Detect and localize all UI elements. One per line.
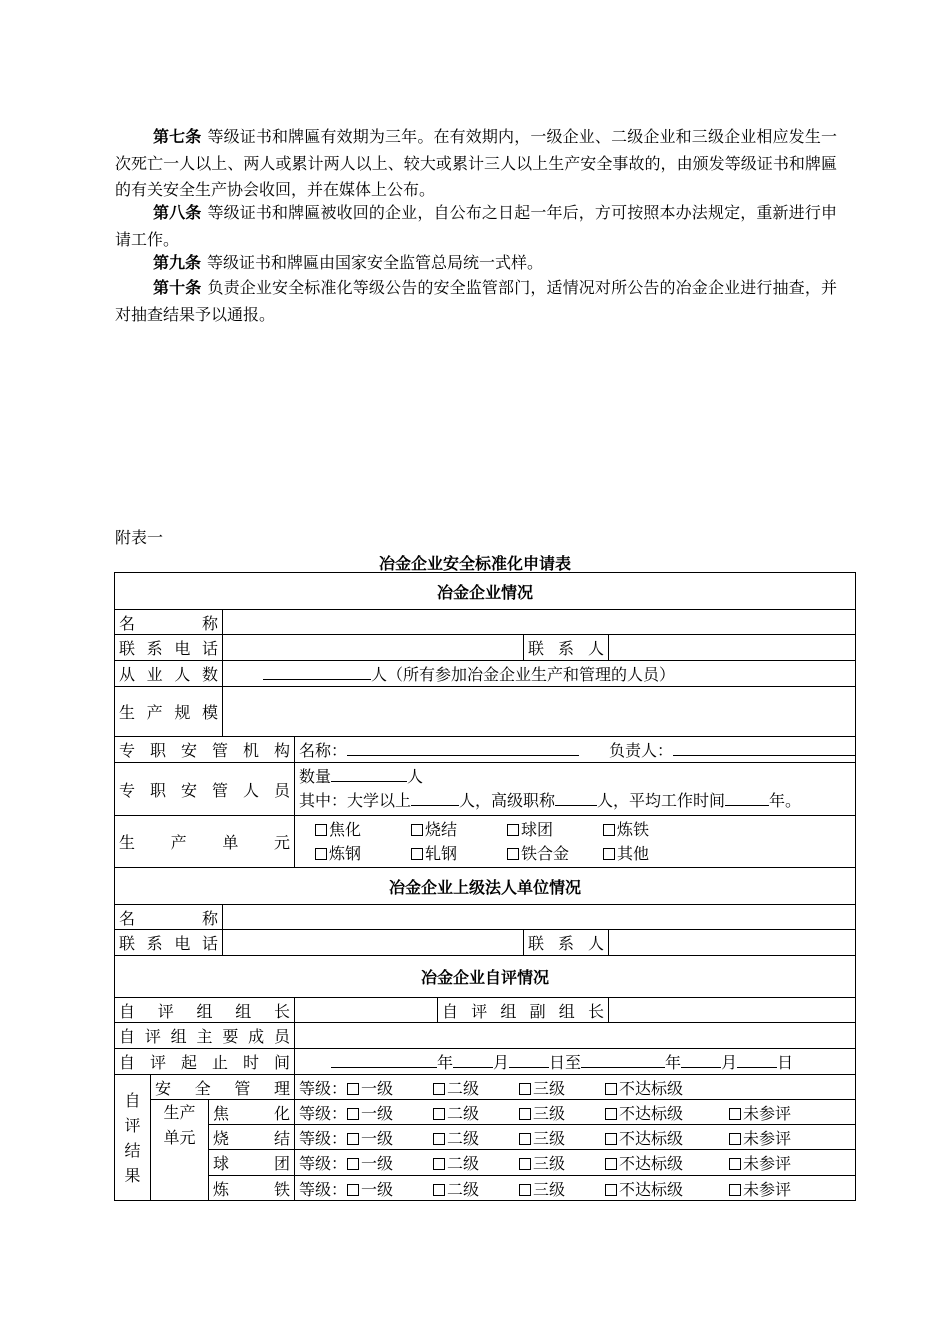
checkbox-icon[interactable] (411, 848, 423, 860)
checkbox-icon[interactable] (433, 1158, 445, 1170)
label-parent-contact: 联系人 (524, 930, 609, 956)
label-period: 自评起止时间 (115, 1049, 295, 1075)
grade-unit-0[interactable]: 等级： 一级 二级 三级 不达标级 未参评 (295, 1100, 856, 1125)
checkbox-icon[interactable] (519, 1133, 531, 1145)
option-liangang[interactable]: 炼钢 (315, 842, 411, 866)
checkbox-icon[interactable] (433, 1108, 445, 1120)
checkbox-icon[interactable] (605, 1083, 617, 1095)
label-units: 生产单元 (115, 816, 295, 868)
option-tiehejin[interactable]: 铁合金 (507, 842, 603, 866)
field-parent-contact[interactable] (609, 930, 856, 956)
checkbox-icon[interactable] (507, 824, 519, 836)
option-jiaohua[interactable]: 焦化 (315, 818, 411, 842)
label-unit-2: 球团 (209, 1150, 295, 1176)
checkbox-icon[interactable] (605, 1158, 617, 1170)
checkbox-icon[interactable] (411, 824, 423, 836)
field-phone[interactable] (223, 635, 524, 661)
checkbox-icon[interactable] (729, 1158, 741, 1170)
label-unit-0: 焦化 (209, 1100, 295, 1125)
checkbox-icon[interactable] (605, 1184, 617, 1196)
article-10: 第十条 负责企业安全标准化等级公告的安全监管部门，适情况对所公告的冶金企业进行抽查，并对抽查结果予以通报。 (115, 278, 837, 324)
label-personnel: 专职安管人员 (115, 763, 295, 816)
checkbox-icon[interactable] (507, 848, 519, 860)
checkbox-icon[interactable] (603, 824, 615, 836)
section-parent: 冶金企业上级法人单位情况 (115, 868, 856, 905)
checkbox-icon[interactable] (315, 824, 327, 836)
checkbox-icon[interactable] (433, 1133, 445, 1145)
field-members[interactable] (295, 1023, 856, 1049)
article-9: 第九条 等级证书和牌匾由国家安全监管总局统一式样。 (153, 253, 544, 272)
option-shaojie[interactable]: 烧结 (411, 818, 507, 842)
grade-safety-mgmt[interactable]: 等级： 一级 二级 三级 不达标级 (295, 1075, 856, 1100)
application-form (114, 572, 856, 1201)
checkbox-icon[interactable] (347, 1133, 359, 1145)
label-name: 名称 (115, 610, 223, 635)
field-period[interactable]: 年 月 日至 年 月 日 (295, 1049, 856, 1075)
checkbox-icon[interactable] (347, 1108, 359, 1120)
field-scale[interactable] (223, 687, 856, 737)
option-liantie[interactable]: 炼铁 (603, 818, 649, 842)
checkbox-icon[interactable] (315, 848, 327, 860)
checkbox-icon[interactable] (729, 1133, 741, 1145)
checkbox-icon[interactable] (603, 848, 615, 860)
option-qita[interactable]: 其他 (603, 842, 649, 866)
field-contact[interactable] (609, 635, 856, 661)
checkbox-icon[interactable] (519, 1083, 531, 1095)
field-units[interactable] (295, 816, 856, 868)
checkbox-icon[interactable] (729, 1108, 741, 1120)
form-title: 冶金企业安全标准化申请表 (378, 554, 571, 573)
label-staff: 从业人数 (115, 661, 223, 687)
checkbox-icon[interactable] (605, 1108, 617, 1120)
label-phone: 联系电话 (115, 635, 223, 661)
option-zhagang[interactable]: 轧钢 (411, 842, 507, 866)
checkbox-icon[interactable] (605, 1133, 617, 1145)
field-personnel[interactable]: 数量 人 其中：大学以上 人，高级职称 人，平均工作时间 年。 (295, 763, 856, 816)
label-scale: 生产规模 (115, 687, 223, 737)
checkbox-icon[interactable] (729, 1184, 741, 1196)
label-unit-1: 烧结 (209, 1125, 295, 1150)
label-safety-mgmt: 安全管理 (151, 1075, 295, 1100)
label-members: 自评组主要成员 (115, 1023, 295, 1049)
grade-unit-2[interactable]: 等级： 一级 二级 三级 不达标级 未参评 (295, 1150, 856, 1176)
label-parent-phone: 联系电话 (115, 930, 223, 956)
checkbox-icon[interactable] (519, 1184, 531, 1196)
label-org: 专职安管机构 (115, 737, 295, 763)
checkbox-icon[interactable] (347, 1158, 359, 1170)
field-leader[interactable] (295, 998, 438, 1023)
checkbox-icon[interactable] (433, 1083, 445, 1095)
label-result: 自评结果 (115, 1075, 151, 1201)
checkbox-icon[interactable] (347, 1184, 359, 1196)
checkbox-icon[interactable] (519, 1158, 531, 1170)
label-vice-leader: 自评组副组长 (438, 998, 609, 1023)
article-8: 第八条 等级证书和牌匾被收回的企业，自公布之日起一年后，方可按照本办法规定，重新进行申请工作。 (115, 203, 837, 249)
field-parent-name[interactable] (223, 905, 856, 930)
field-parent-phone[interactable] (223, 930, 524, 956)
option-qiutuan[interactable]: 球团 (507, 818, 603, 842)
label-parent-name: 名称 (115, 905, 223, 930)
checkbox-icon[interactable] (347, 1083, 359, 1095)
annex-label: 附表一 (115, 528, 164, 547)
field-vice-leader[interactable] (609, 998, 856, 1023)
label-leader: 自评组组长 (115, 998, 295, 1023)
field-staff[interactable]: 人（所有参加冶金企业生产和管理的人员） (223, 661, 856, 687)
label-contact: 联系人 (524, 635, 609, 661)
label-prod-unit: 生产单元 (151, 1100, 209, 1201)
checkbox-icon[interactable] (433, 1184, 445, 1196)
field-org[interactable]: 名称： 负责人： (295, 737, 856, 763)
grade-unit-3[interactable]: 等级： 一级 二级 三级 不达标级 未参评 (295, 1176, 856, 1201)
field-name[interactable] (223, 610, 856, 635)
section-self-eval: 冶金企业自评情况 (115, 956, 856, 998)
label-unit-3: 炼铁 (209, 1176, 295, 1201)
article-7: 第七条 等级证书和牌匾有效期为三年。在有效期内，一级企业、二级企业和三级企业相应发生一次死亡一人以上、两人或累计两人以上、较大或累计三人以上生产安全事故的，由颁发等级证书和牌匾的有关安全生产协会收回，并在媒体上公布。 (115, 127, 837, 199)
checkbox-icon[interactable] (519, 1108, 531, 1120)
grade-unit-1[interactable]: 等级： 一级 二级 三级 不达标级 未参评 (295, 1125, 856, 1150)
section-enterprise: 冶金企业情况 (115, 573, 856, 610)
